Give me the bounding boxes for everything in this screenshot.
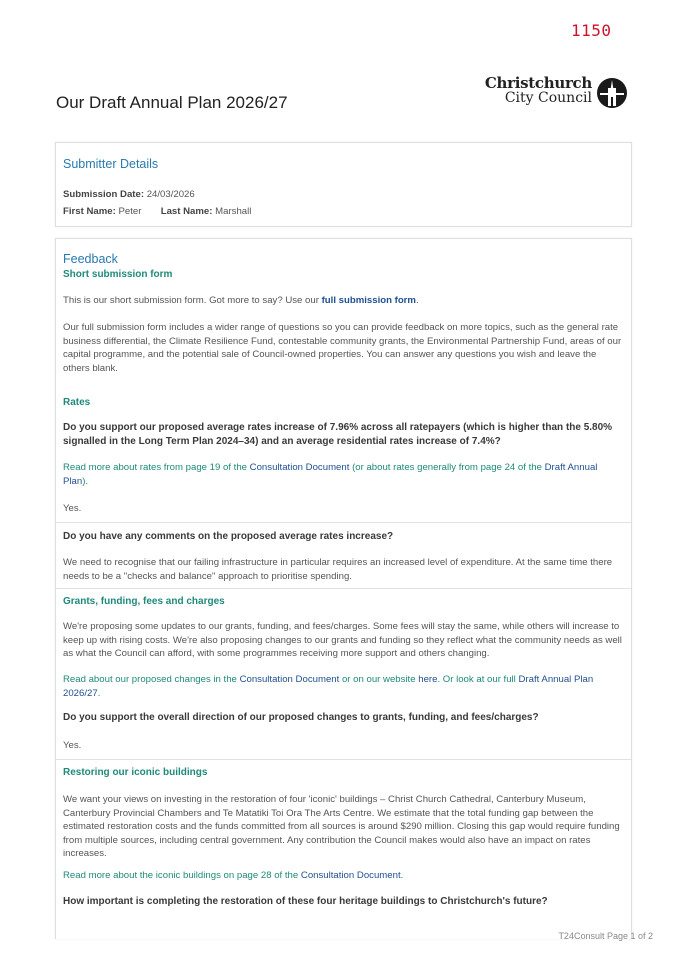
council-logo xyxy=(484,74,628,110)
draft-annual-plan-link[interactable]: Draft Annual Plan 2026/27 xyxy=(63,674,594,699)
cathedral-logo-icon xyxy=(596,77,628,109)
consultation-document-link[interactable]: Consultation Document xyxy=(300,870,401,881)
page-number: 1150 xyxy=(571,21,612,40)
buildings-heading: Restoring our iconic buildings xyxy=(63,767,208,778)
buildings-read-more: Read more about the iconic buildings on page 28 of the Consultation Document. xyxy=(63,870,404,881)
feedback-heading: Feedback xyxy=(63,252,118,266)
buildings-question: How important is completing the restoration of these four heritage buildings to Christchurch's future? xyxy=(63,896,548,907)
short-form-heading: Short submission form xyxy=(63,269,173,280)
first-name-value: Peter xyxy=(118,206,142,217)
divider xyxy=(56,522,631,523)
rates-question: Do you support our proposed average rates increase of 7.96% across all ratepayers (which is higher than the 5.80% signalled in the Long Term Plan 2024–34) and an average residential rates increase of 7.4%? xyxy=(63,422,613,447)
full-submission-form-link[interactable]: full submission form xyxy=(321,295,416,306)
intro-text: This is our short submission form. Got more to say? Use our full submission form. xyxy=(63,295,419,306)
first-name-label: First Name: xyxy=(63,206,116,217)
buildings-text: We want your views on investing in the restoration of four 'iconic' buildings – Christ Church Cathedral, Canterbury Museum, Canterbury Provincial Chambers and Te Matatiki Toi Ora The Arts Centre. We estimate that the total funding gap between the estimated restoration costs and the funds committed from all sources is around $290 million. Closing this gap would require funding from multiple sources, including central government. Any contribution the Council makes would also have an impact on rates increases. xyxy=(63,794,620,860)
grants-answer: Yes. xyxy=(63,740,82,751)
website-here-link[interactable]: here xyxy=(418,674,438,685)
submitter-heading: Submitter Details xyxy=(63,157,159,171)
page-footer: T24Consult Page 1 of 2 xyxy=(558,931,653,941)
consultation-document-link[interactable]: Consultation Document xyxy=(239,674,340,685)
submission-date-label: Submission Date: xyxy=(63,189,145,200)
logo-line2: City Council xyxy=(504,90,592,106)
grants-read-more: Read about our proposed changes in the Consultation Document or on our website here. Or look at our full Draft Annual Plan 2026/27. xyxy=(63,674,594,699)
submitter-details-panel xyxy=(55,142,632,227)
rates-comments-question: Do you have any comments on the proposed average rates increase? xyxy=(63,531,394,542)
rates-comments-answer: We need to recognise that our failing infrastructure in particular requires an increased level of expenditure. At the same time there needs to be a "checks and balance" approach to prioritise spending. xyxy=(63,557,613,582)
feedback-panel xyxy=(55,238,632,939)
full-form-description: Our full submission form includes a wider range of questions so you can provide feedback on more topics, such as the general rate business differential, the Climate Resilience Fund, contestable community grants, the Environmental Partnership Fund, areas of our capital programme, and the potential sale of Council-owned properties. You can answer any questions you wish and leave the others blank. xyxy=(63,322,622,374)
divider xyxy=(56,759,631,760)
logo-line1: Christchurch xyxy=(484,74,592,92)
divider xyxy=(56,588,631,589)
draft-annual-plan-link[interactable]: Draft Annual Plan xyxy=(63,462,598,487)
last-name-label: Last Name: xyxy=(160,206,213,217)
rates-read-more: Read more about rates from page 19 of the Consultation Document (or about rates generally from page 24 of the Draft Annual Plan). xyxy=(63,462,598,487)
consultation-document-link[interactable]: Consultation Document xyxy=(249,462,350,473)
grants-text: We're proposing some updates to our grants, funding, and fees/charges. Some fees will stay the same, while others will increase to keep up with rising costs. We're also proposing changes to our grants and funding so they reflect what the community needs as well as what the Council can afford, with some programmes receiving more support and others changing. xyxy=(63,621,622,660)
rates-answer: Yes. xyxy=(63,503,82,514)
submission-date-value: 24/03/2026 xyxy=(146,189,195,200)
grants-heading: Grants, funding, fees and charges xyxy=(63,596,225,607)
submission-date-row xyxy=(63,189,195,200)
rates-heading: Rates xyxy=(63,397,91,408)
last-name-value: Marshall xyxy=(215,206,252,217)
grants-question: Do you support the overall direction of our proposed changes to grants, funding, and fees/charges? xyxy=(63,712,539,723)
page-title: Our Draft Annual Plan 2026/27 xyxy=(56,93,288,112)
name-row xyxy=(63,206,251,217)
